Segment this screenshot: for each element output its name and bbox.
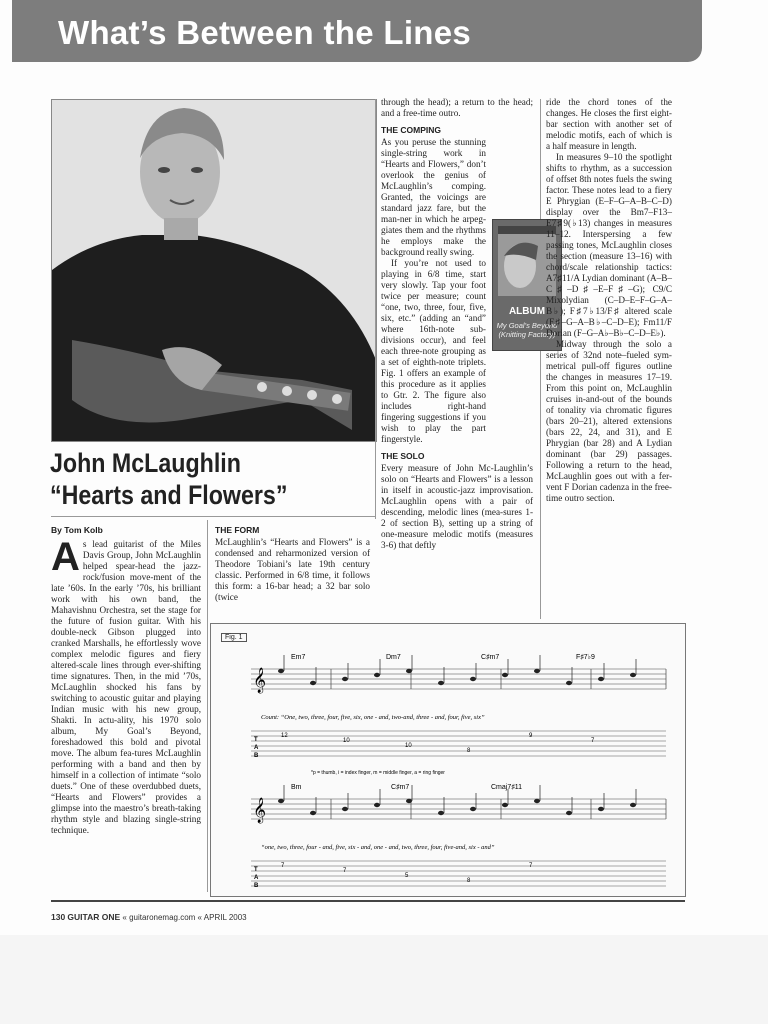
note-head xyxy=(342,677,348,681)
tab-number: 12 xyxy=(281,733,288,739)
tab-number: 7 xyxy=(281,863,285,869)
chord-symbol: C♯m7 xyxy=(391,784,410,791)
count-text: Count: “One, two, three, four, five, six, one - and, two-and, three - and, four, five, six” xyxy=(261,714,485,721)
fingering-legend: *p = thumb, i = index finger, m = middle finger, a = ring finger xyxy=(311,770,445,776)
note-head xyxy=(374,803,380,807)
measures-paragraph: In measures 9–10 the spotlight shifts to rhythm, as a succession of offset 8th notes fuels the swing factor. These notes lead to a fiery E Phrygian (E–F–G–A–B–C–D) display over the Bm7–F13–E7♯9(♭13) changes in measures 11–12. Interspersing a few passing tones, McLaughlin closes the section (measure 13–16) with chord/scale relationship tactics: A7♯11/A Lydian dominant (A–B–C♯–D♯–E–F♯–G); C9/C Mixolydian (C–D–E–F–G–A–B♭); F♯7♭13/F♯ altered scale (F♯–G–A–B♭–C–D–E); Fm11/F Dorian (F–G–A♭–B♭–C–D–E♭). xyxy=(546,152,672,338)
tab-number: 8 xyxy=(467,878,471,884)
note-head xyxy=(630,673,636,677)
head-paragraph: through the head); a return to the head; and a free-time outro. xyxy=(381,97,533,118)
note-head xyxy=(406,669,412,673)
note-head xyxy=(406,799,412,803)
album-record-label: (Knitting Factory) xyxy=(498,330,556,339)
album-label: ALBUM xyxy=(508,306,546,317)
tab-number: 5 xyxy=(405,873,409,879)
music-notation-figure xyxy=(210,623,686,897)
chord-symbol: Cmaj7♯11 xyxy=(491,784,522,791)
drop-cap: A xyxy=(51,535,80,579)
section-title: What’s Between the Lines xyxy=(58,14,472,51)
count-paragraph: If you’re not used to playing in 6/8 time, start very slowly. Tap your foot twice per measure; count “one, two, three, four, five, six, etc.” (adding an “and” where 16th-note sub-divisions occur), and feel each three-note grouping as a set of eighth-note triplets. Fig. 1 offers an example of this procedure as it applies to Gtr. 2. The figure also includes right-hand fingering suggestions if you wish to play the part fingerstyle. xyxy=(381,258,486,444)
chord-symbol: Dm7 xyxy=(386,654,401,661)
note-head xyxy=(630,803,636,807)
form-paragraph: McLaughlin’s “Hearts and Flowers” is a condensed and reharmonized version of Theodore Tobiani’s late 19th century classic. Performed in 6/8 time, it follows this form: a 16-bar head; a 32 bar solo (twice xyxy=(215,537,370,602)
subhead-solo: THE SOLO xyxy=(381,451,425,461)
page-margin xyxy=(0,935,768,1024)
page-number: 130 xyxy=(51,912,66,922)
artist-photo-illustration xyxy=(52,100,376,441)
note-head xyxy=(342,807,348,811)
article-column-4 xyxy=(546,97,672,504)
figure-label: Fig. 1 xyxy=(221,633,247,642)
tab-label: T xyxy=(254,867,258,873)
treble-clef: 𝄞 xyxy=(253,798,267,823)
note-head xyxy=(534,799,540,803)
note-head xyxy=(566,811,572,815)
note-head xyxy=(598,807,604,811)
artist-photo xyxy=(51,99,377,442)
headline-rule xyxy=(51,516,375,517)
note-head xyxy=(310,811,316,815)
headline-artist: John McLaughlin xyxy=(50,448,241,478)
intro-paragraph: s lead guitarist of the Miles Davis Group, John McLaughlin helped spear-head the jazz-rock/fusion move-ment of the late ’60s. In the early ’70s, his brilliant work with his own band, the Mahavishnu Orchestra, set the stage for the future of fusion guitar. With his double-neck Gibson plugged into cranked Marshalls, he effortlessly wove complex melodic figures and fiery altered-scale lines through ever-shifting time signatures. Then, in the mid ’70s, McLaughlin shocked his fans by switching to acoustic guitar and playing Indian music with his new group, Shakti. In actu-ality, his 1970 solo album, My Goal’s Beyond, foreshadowed this bold and pivotal move. The album fea-tures McLaughlin performing with a band and then by himself in a collection of intimate “solo duets.” One of these overdubbed duets, “Hearts and Flowers” provides a glimpse into the maestro’s breath-taking rhythm style and blazing single-string technique. xyxy=(51,539,201,835)
solo-paragraph: Every measure of John Mc-Laughlin’s solo on “Hearts and Flowers” is a lesson in itself in acoustic-jazz improvisation. McLaughlin opens with a pair of descending, melodic lines (mea-sures 1-2 of section B), setting up a string of one-measure melodic motifs (measures 3-6) that deftly xyxy=(381,463,533,550)
count-text: “one, two, three, four - and, five, six - and, one - and, two, three, four, five-and, six - and” xyxy=(261,844,495,851)
byline: By Tom Kolb xyxy=(51,525,103,535)
note-head xyxy=(534,669,540,673)
tab-label: A xyxy=(254,745,259,751)
subhead-form: THE FORM xyxy=(215,525,260,535)
tab-number: 7 xyxy=(591,738,595,744)
album-title: My Goal’s Beyond (Knitting Factory) xyxy=(496,321,558,339)
magazine-site: guitaronemag.com xyxy=(129,913,196,922)
notation-staves xyxy=(211,624,685,896)
subhead-comping: THE COMPING xyxy=(381,125,441,135)
magazine-name: GUITAR ONE xyxy=(67,912,121,922)
note-head xyxy=(502,803,508,807)
chord-symbol: Em7 xyxy=(291,654,306,661)
tab-number: 10 xyxy=(405,743,412,749)
note-head xyxy=(438,811,444,815)
tab-label: A xyxy=(254,875,259,881)
note-head xyxy=(502,673,508,677)
column-divider-3 xyxy=(540,99,541,619)
note-head xyxy=(278,669,284,673)
note-head xyxy=(566,681,572,685)
article-column-1 xyxy=(51,535,201,836)
solo-continued-paragraph: ride the chord tones of the changes. He closes the first eight-bar section with another set of melodic motifs, each of which is a half measure in length. xyxy=(546,97,672,151)
article-headline xyxy=(50,447,325,511)
tab-number: 9 xyxy=(529,733,533,739)
tab-label: B xyxy=(254,753,259,759)
headline-song: “Hearts and Flowers” xyxy=(50,480,288,510)
note-head xyxy=(598,677,604,681)
column-divider-2 xyxy=(375,99,376,519)
tab-number: 8 xyxy=(467,748,471,754)
tab-number: 7 xyxy=(529,863,533,869)
tab-number: 10 xyxy=(343,738,350,744)
note-head xyxy=(310,681,316,685)
magazine-issue: APRIL 2003 xyxy=(203,913,247,922)
note-head xyxy=(470,677,476,681)
tab-number: 7 xyxy=(343,868,347,874)
note-head xyxy=(470,807,476,811)
note-head xyxy=(374,673,380,677)
column-divider-1 xyxy=(207,520,208,892)
header-band xyxy=(12,0,702,62)
note-head xyxy=(438,681,444,685)
footer-rule xyxy=(51,900,685,902)
tab-label: T xyxy=(254,737,258,743)
article-column-2 xyxy=(215,525,370,603)
chord-symbol: C♯m7 xyxy=(481,654,500,661)
comping-paragraph: As you peruse the stunning single-string work in “Hearts and Flowers,” don’t overlook the genius of McLaughlin’s comping. Granted, the voicings are standard jazz fare, but the man-ner in which he arpeg-giates them and the rhythms he employs make the background really swing. xyxy=(381,137,486,257)
tab-label: B xyxy=(254,883,259,889)
midway-paragraph: Midway through the solo a series of 32nd note–fueled sym-metrical pull-off figures outline the changes in measures 17–19. From this point on, McLaughlin cruises in-and-out of the bounds of tonality via chromatic figures (bars 20–21), altered extensions (bars 22, 24, and 31), and E Phrygian (bar 28) and A Lydian dominant (bar 29) passages. Following a return to the head, McLaughlin goes out with a fer-vent F Dorian cadenza in the free-time outro section. xyxy=(546,339,672,503)
chord-symbol: Bm xyxy=(291,784,302,791)
treble-clef: 𝄞 xyxy=(253,668,267,693)
note-head xyxy=(278,799,284,803)
page-footer: 130 GUITAR ONE « guitaronemag.com « APRIL 2003 xyxy=(51,912,247,922)
chord-symbol: F♯7♭9 xyxy=(576,654,595,661)
